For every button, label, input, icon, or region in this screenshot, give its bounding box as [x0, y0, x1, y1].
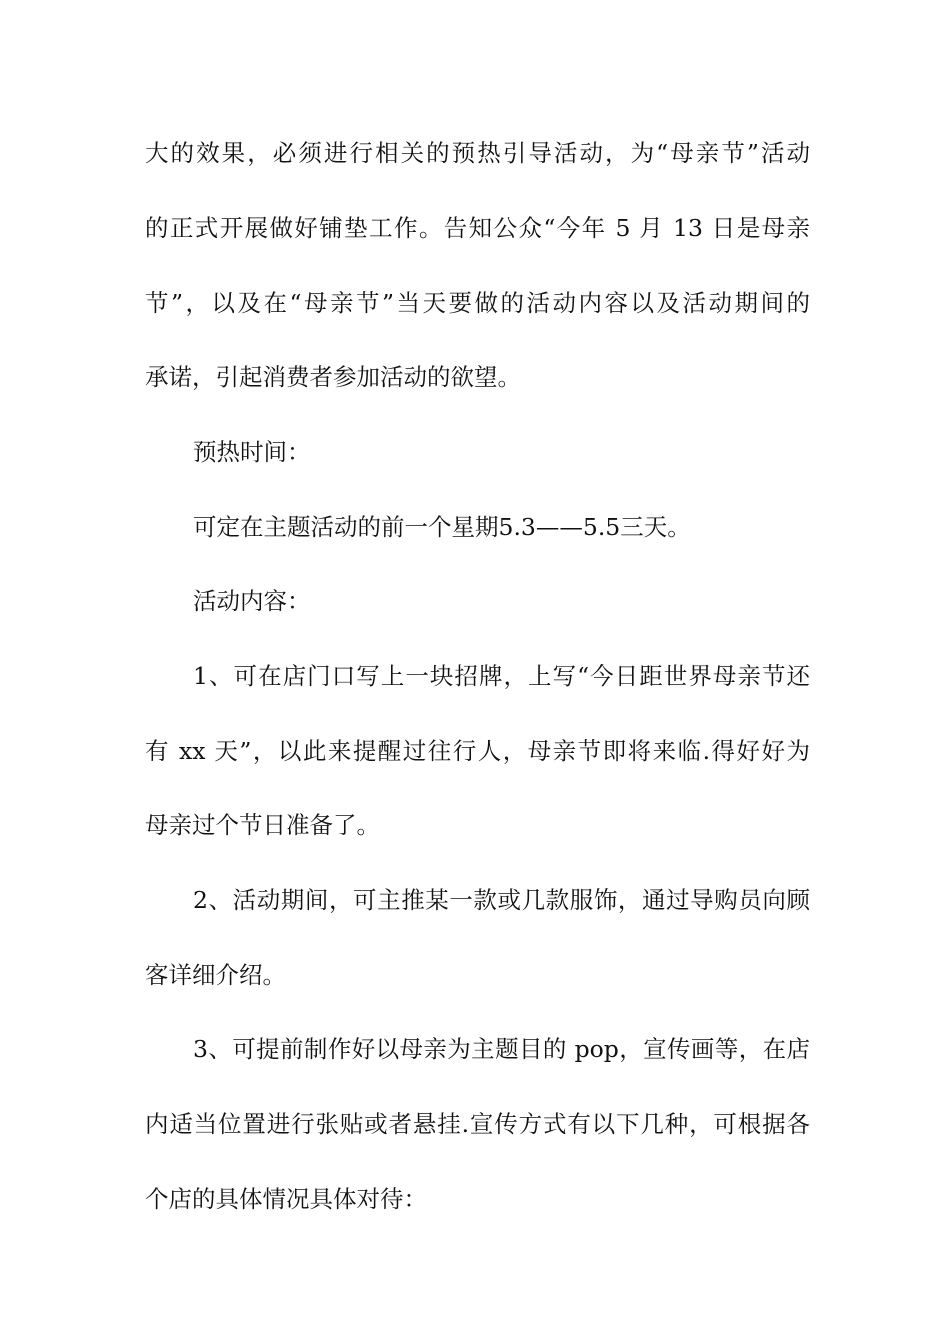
text-line-13: 3、可提前制作好以母亲为主题目的 pop，宣传画等，在店 — [193, 1035, 810, 1063]
text-line-9: 有 xx 天”，以此来提醒过往行人，母亲节即将来临.得好好为 — [145, 737, 810, 765]
text-line-2: 的正式开展做好铺垫工作。告知公众“今年 5 月 13 日是母亲 — [145, 214, 810, 242]
text-line-11: 2、活动期间，可主推某一款或几款服饰，通过导购员向顾 — [193, 886, 810, 914]
heading-preheat-time: 预热时间： — [193, 438, 311, 466]
text-line-10: 母亲过个节日准备了。 — [145, 811, 380, 839]
text-line-14: 内适当位置进行张贴或者悬挂.宣传方式有以下几种，可根据各 — [145, 1110, 810, 1138]
text-line-3: 节”，以及在“母亲节”当天要做的活动内容以及活动期间的 — [145, 289, 810, 317]
heading-activity-content: 活动内容： — [193, 587, 311, 615]
text-line-6: 可定在主题活动的前一个星期5.3——5.5三天。 — [193, 513, 691, 541]
text-line-12: 客详细介绍。 — [145, 961, 286, 989]
text-line-4: 承诺，引起消费者参加活动的欲望。 — [145, 363, 521, 391]
text-line-8: 1、可在店门口写上一块招牌，上写“今日距世界母亲节还 — [193, 662, 810, 690]
text-line-15: 个店的具体情况具体对待： — [145, 1185, 427, 1213]
text-line-1: 大的效果，必须进行相关的预热引导活动，为“母亲节”活动 — [145, 139, 810, 167]
